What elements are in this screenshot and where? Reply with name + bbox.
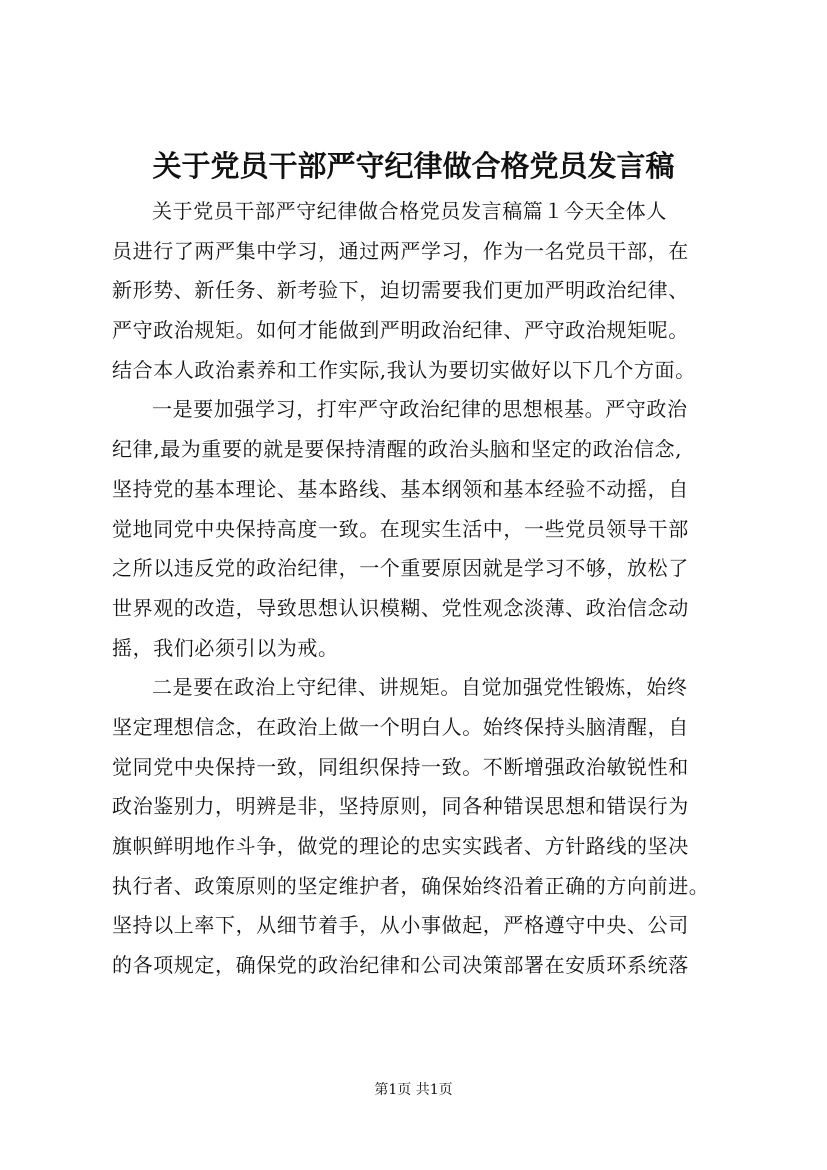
document-title: 关于党员干部严守纪律做合格党员发言稿	[152, 149, 675, 183]
document-body	[112, 192, 752, 986]
body-line: 世界观的改造，导致思想认识模糊、党性观念淡薄、政治信念动	[112, 595, 689, 620]
body-line: 之所以违反党的政治纪律，一个重要原因就是学习不够，放松了	[112, 556, 689, 581]
body-line: 觉同党中央保持一致，同组织保持一致。不断增强政治敏锐性和	[112, 754, 689, 779]
body-line: 新形势、新任务、新考验下，迫切需要我们更加严明政治纪律、	[112, 278, 689, 303]
body-line: 二是要在政治上守纪律、讲规矩。自觉加强党性锻炼，始终	[152, 675, 688, 700]
body-line: 政治鉴别力，明辨是非，坚持原则，同各种错误思想和错误行为	[112, 794, 689, 819]
body-line: 结合本人政治素养和工作实际,我认为要切实做好以下几个方面。	[112, 357, 696, 382]
body-line: 一是要加强学习，打牢严守政治纪律的思想根基。严守政治	[152, 397, 688, 422]
body-line: 坚持以上率下，从细节着手，从小事做起，严格遵守中央、公司	[112, 913, 689, 938]
body-line: 员进行了两严集中学习，通过两严学习，作为一名党员干部，在	[112, 238, 689, 263]
body-line: 严守政治规矩。如何才能做到严明政治纪律、严守政治规矩呢。	[112, 318, 689, 343]
body-line: 旗帜鲜明地作斗争，做党的理论的忠实实践者、方针路线的坚决	[112, 834, 689, 858]
body-line: 摇，我们必须引以为戒。	[112, 635, 339, 660]
body-line: 执行者、政策原则的坚定维护者，确保始终沿着正确的方向前进。	[112, 873, 710, 898]
body-line: 关于党员干部严守纪律做合格党员发言稿篇１今天全体人	[152, 199, 667, 223]
body-line: 觉地同党中央保持高度一致。在现实生活中，一些党员领导干部	[112, 516, 689, 541]
page-footer: 第1页 共1页	[374, 1082, 453, 1098]
body-line: 坚持党的基本理论、基本路线、基本纲领和基本经验不动摇，自	[112, 476, 689, 501]
body-line: 纪律,最为重要的就是要保持清醒的政治头脑和坚定的政治信念,	[112, 437, 683, 462]
body-line: 的各项规定，确保党的政治纪律和公司决策部署在安质环系统落	[112, 953, 689, 978]
body-line: 坚定理想信念，在政治上做一个明白人。始终保持头脑清醒，自	[112, 714, 689, 739]
